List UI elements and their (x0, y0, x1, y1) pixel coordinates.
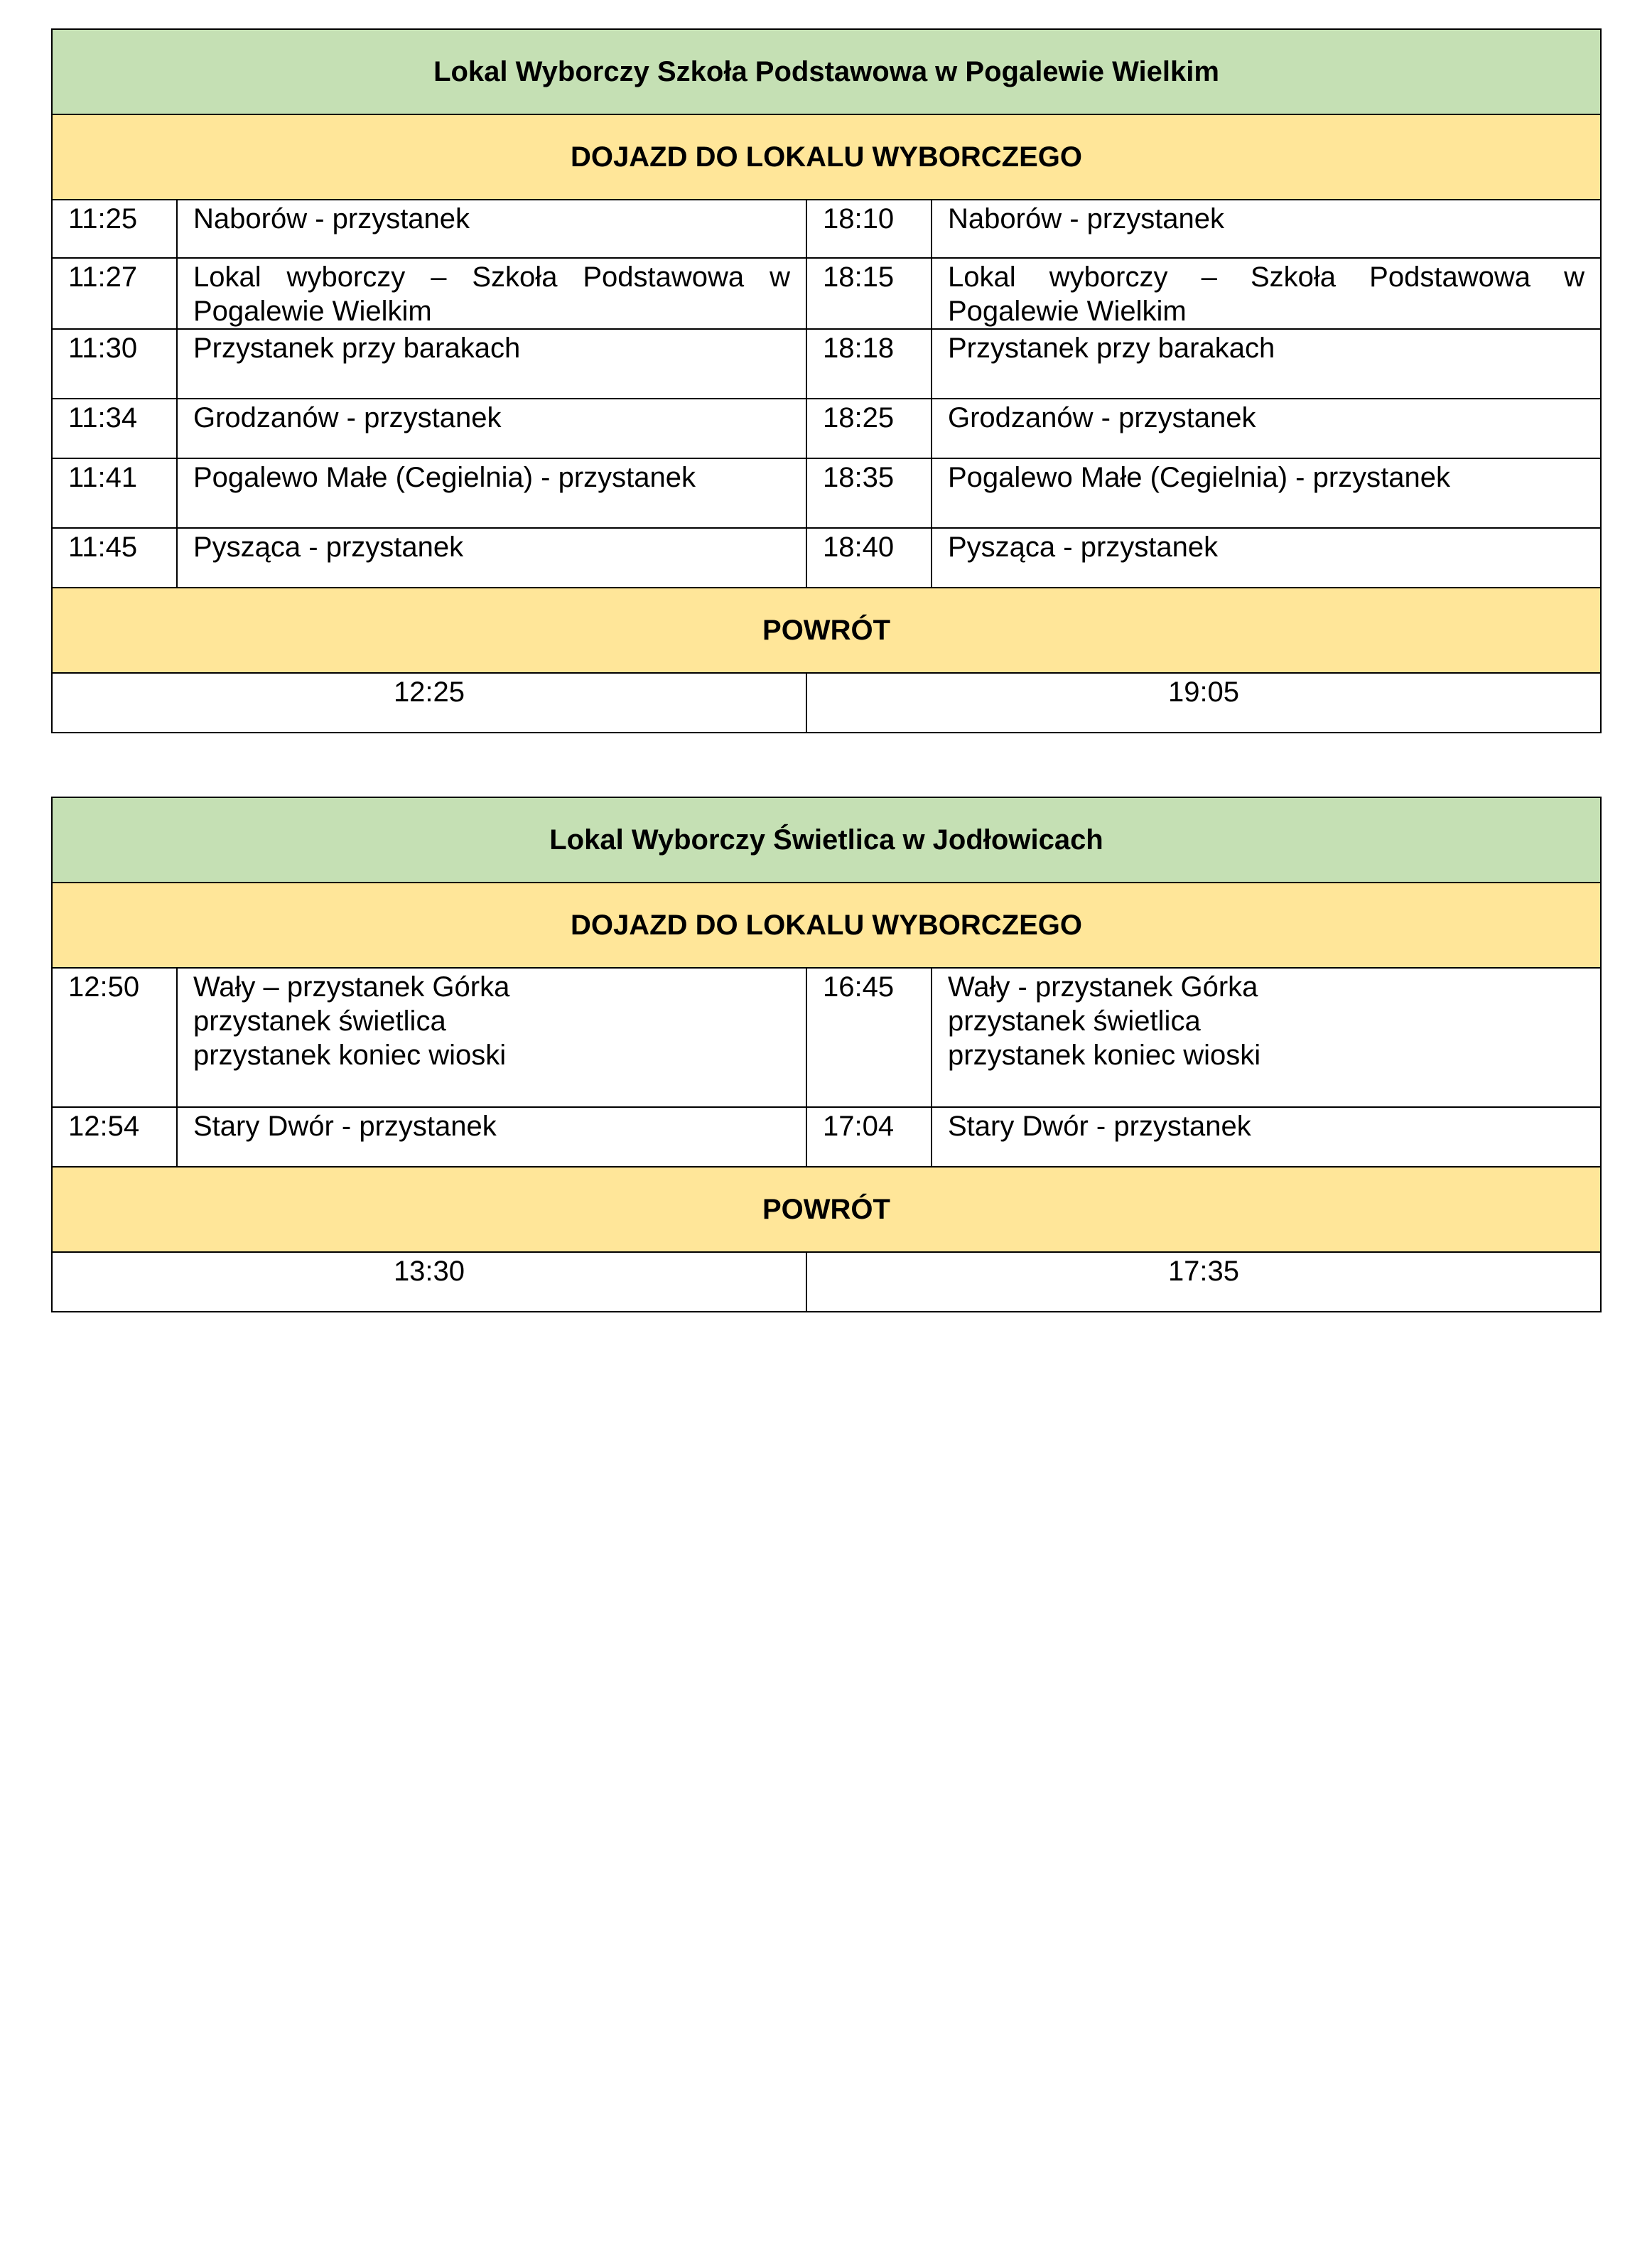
departure-time: 17:04 (806, 1107, 932, 1167)
stop-name: Grodzanów - przystanek (177, 399, 806, 458)
departure-time: 11:30 (52, 329, 177, 399)
stop-name (932, 968, 1601, 1107)
arrival-header: DOJAZD DO LOKALU WYBORCZEGO (52, 883, 1601, 968)
departure-time: 11:41 (52, 458, 177, 528)
return-time: 19:05 (806, 673, 1601, 733)
table-row (52, 968, 1601, 1107)
stop-name: Pysząca - przystanek (177, 528, 806, 588)
departure-time: 18:10 (806, 200, 932, 258)
return-header: POWRÓT (52, 588, 1601, 673)
table-row (52, 329, 1601, 399)
departure-time: 11:27 (52, 258, 177, 329)
departure-time: 18:35 (806, 458, 932, 528)
departure-time: 18:18 (806, 329, 932, 399)
table-row (52, 258, 1601, 329)
return-header: POWRÓT (52, 1167, 1601, 1252)
schedule-table-jodlowice (51, 797, 1602, 1312)
departure-time: 12:54 (52, 1107, 177, 1167)
return-time: 13:30 (52, 1252, 806, 1312)
stop-line: Wały - przystanek Górka (948, 971, 1258, 1003)
stop-line: przystanek koniec wioski (948, 1040, 1261, 1071)
stop-name: Pogalewo Małe (Cegielnia) - przystanek (177, 458, 806, 528)
stop-name: Pogalewo Małe (Cegielnia) - przystanek (932, 458, 1601, 528)
stop-line: przystanek koniec wioski (193, 1040, 507, 1071)
stop-name: Przystanek przy barakach (177, 329, 806, 399)
schedule-table-pogalewo (51, 28, 1602, 733)
stop-name: Stary Dwór - przystanek (177, 1107, 806, 1167)
return-time: 12:25 (52, 673, 806, 733)
departure-time: 18:15 (806, 258, 932, 329)
stop-line: Wały – przystanek Górka (193, 971, 510, 1003)
departure-time: 11:45 (52, 528, 177, 588)
table-title: Lokal Wyborczy Szkoła Podstawowa w Pogalewie Wielkim (52, 29, 1601, 114)
stop-name: Lokal wyborczy – Szkoła Podstawowa w Pogalewie Wielkim (177, 258, 806, 329)
stop-name: Naborów - przystanek (932, 200, 1601, 258)
table-row (52, 458, 1601, 528)
stop-line: przystanek świetlica (948, 1005, 1201, 1037)
departure-time: 12:50 (52, 968, 177, 1107)
table-row (52, 1107, 1601, 1167)
stop-name: Stary Dwór - przystanek (932, 1107, 1601, 1167)
table-row (52, 528, 1601, 588)
return-row (52, 673, 1601, 733)
stop-name: Pysząca - przystanek (932, 528, 1601, 588)
stop-name (177, 968, 806, 1107)
departure-time: 18:40 (806, 528, 932, 588)
return-row (52, 1252, 1601, 1312)
stop-name: Grodzanów - przystanek (932, 399, 1601, 458)
departure-time: 16:45 (806, 968, 932, 1107)
return-time: 17:35 (806, 1252, 1601, 1312)
stop-name: Lokal wyborczy – Szkoła Podstawowa w Pogalewie Wielkim (932, 258, 1601, 329)
stop-name: Przystanek przy barakach (932, 329, 1601, 399)
departure-time: 11:34 (52, 399, 177, 458)
departure-time: 11:25 (52, 200, 177, 258)
departure-time: 18:25 (806, 399, 932, 458)
table-row (52, 399, 1601, 458)
stop-name: Naborów - przystanek (177, 200, 806, 258)
arrival-header: DOJAZD DO LOKALU WYBORCZEGO (52, 114, 1601, 200)
stop-line: przystanek świetlica (193, 1005, 446, 1037)
table-row (52, 200, 1601, 258)
table-title: Lokal Wyborczy Świetlica w Jodłowicach (52, 797, 1601, 883)
